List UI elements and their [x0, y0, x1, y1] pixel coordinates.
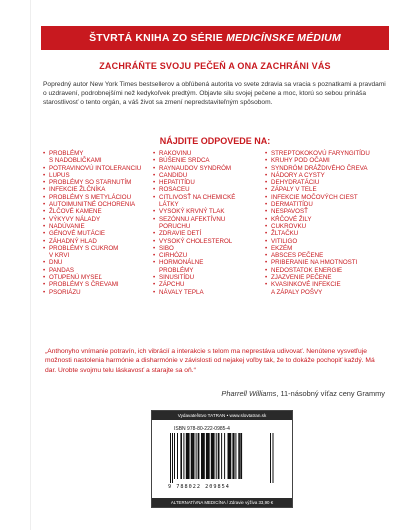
topic-label: CIRHÓZU — [159, 252, 188, 260]
topics-list — [43, 150, 389, 336]
topic-label: CANDIDU — [159, 171, 188, 179]
topic-item — [43, 281, 153, 288]
topic-label: BÚŠENIE SRDCA — [159, 157, 210, 165]
bullet: • — [153, 274, 156, 282]
intro-paragraph: Popredný autor New York Times bestsellerov a obľúbená autorita vo svete zdravia sa vracia s poznatkami a pravdami o uzdravení, podrobnejšími než kedykoľvek predtým. Objavte silu svojej pečene a moc, ktorú so sebou prináša starostlivosť o tento orgán, a váš život sa zmení nepredstaviteľným spôsobom. — [43, 81, 386, 107]
topics-column-3 — [265, 150, 389, 296]
topics-column-2 — [153, 150, 265, 296]
topic-item — [43, 216, 153, 223]
barcode-bar — [206, 433, 208, 479]
topic-item — [153, 157, 265, 164]
barcode-bar — [177, 433, 178, 479]
topic-item — [153, 216, 265, 223]
topic-label: STREPTOKOKOVÚ FARYNGITÍDU — [271, 150, 370, 157]
barcode-bar — [188, 433, 190, 479]
topic-label: SYNDRÓM DRÁŽDIVÉHO ČREVA — [271, 164, 368, 172]
topic-label: VITILIGO — [271, 237, 298, 245]
bullet: • — [265, 230, 268, 238]
bullet: • — [153, 215, 156, 223]
barcode-bar — [196, 433, 197, 479]
topic-item — [43, 238, 153, 245]
bullet: • — [153, 237, 156, 245]
topic-label: ZÁHADNÝ HLAD — [49, 237, 97, 245]
topic-item — [153, 172, 265, 179]
bullet: • — [43, 222, 46, 230]
barcode-bar — [193, 433, 195, 479]
barcode-bars — [168, 433, 276, 483]
isbn-label: ISBN 978-80-222-0985-4 — [174, 426, 230, 432]
barcode-bar — [198, 433, 200, 479]
bullet: • — [43, 164, 46, 172]
barcode-bar — [180, 433, 182, 479]
topic-item — [153, 238, 265, 245]
topic-item — [43, 194, 153, 201]
topic-item — [265, 194, 389, 201]
topic-label: ŽLČOVÉ KAMENE — [49, 208, 102, 216]
publisher-strip: Vydavateľstvo TATRAN • www.slovtatran.sk — [152, 411, 292, 420]
bullet: • — [265, 281, 268, 289]
topic-label: VÝKYVY NÁLADY — [49, 215, 101, 223]
topic-label: ZÁPCHU — [159, 281, 185, 289]
bullet: • — [265, 266, 268, 274]
bullet: • — [43, 186, 46, 194]
bullet: • — [153, 288, 156, 296]
topic-item — [43, 208, 153, 215]
bullet: • — [43, 171, 46, 179]
bullet: • — [153, 230, 156, 238]
topic-item — [153, 289, 265, 296]
topic-label: KRUHY POD OČAMI — [271, 157, 330, 165]
topic-item — [265, 208, 389, 215]
topic-label: SEZÓNNU AFEKTÍVNU — [159, 215, 226, 223]
topic-item — [153, 259, 265, 266]
topic-label: SINUSITÍDU — [159, 274, 195, 282]
bullet: • — [265, 164, 268, 172]
topic-label: KŔČOVÉ ŽILY — [271, 215, 312, 223]
topic-label: PROBLÉMY S CUKROM — [49, 244, 119, 252]
barcode-bar — [228, 433, 230, 479]
answers-heading: NÁJDITE ODPOVEDE NA: — [159, 136, 271, 146]
topic-item — [265, 216, 389, 223]
barcode-bar — [232, 433, 234, 479]
topic-item — [43, 165, 153, 172]
topic-label: LÁTKY — [159, 201, 179, 209]
bullet: • — [43, 237, 46, 245]
topic-item — [153, 186, 265, 193]
bullet: • — [43, 201, 46, 209]
series-banner-prefix: ŠTVRTÁ KNIHA ZO SÉRIE — [89, 32, 227, 44]
endorsement-quote: „Anthonyho vnímanie potravín, ich vibrácií a interakcie s telom ma neprestáva udivovať. Nenútene vysvetľuje možnosti nastolenia harmónie a disharmónie v závislosti od nejakej voľby tak, že to dokáže pochopiť každý. Má dar. Urobte svojmu telu láskavosť a starajte sa oň.“ — [45, 348, 375, 374]
bullet: • — [43, 215, 46, 223]
topic-label: ZÁPALY V TELE — [271, 186, 317, 194]
topic-item — [153, 150, 265, 157]
topic-label: EKZÉM — [271, 244, 293, 252]
topic-item — [265, 179, 389, 186]
topic-label: V KRVI — [49, 252, 70, 260]
attribution-name: Pharrell Williams — [221, 389, 277, 398]
topic-item — [153, 267, 265, 274]
topic-item — [265, 238, 389, 245]
topic-item — [265, 172, 389, 179]
topic-item — [153, 194, 265, 201]
topic-label: A ZÁPALY POŠVY — [271, 288, 323, 296]
bullet: • — [265, 171, 268, 179]
topic-label: NÁVALY TEPLA — [159, 288, 204, 296]
bullet: • — [153, 259, 156, 267]
bullet: • — [153, 193, 156, 201]
barcode-bar — [240, 433, 242, 479]
topic-label: INFEKCIE MOČOVÝCH CIEST — [271, 193, 358, 201]
topics-column-1 — [43, 150, 153, 296]
topic-label: DEHYDRATÁCIU — [271, 179, 320, 187]
topic-label: RAYNAUDOV SYNDRÓM — [159, 164, 232, 172]
topic-item — [265, 186, 389, 193]
barcode-bar — [221, 433, 222, 479]
topic-label: PROBLÉMY — [159, 266, 194, 274]
bullet: • — [265, 237, 268, 245]
topic-item — [265, 274, 389, 281]
bullet: • — [153, 171, 156, 179]
topic-label: KVASINKOVÉ INFEKCIE — [271, 281, 341, 289]
bullet: • — [43, 274, 46, 282]
topic-label: PROBLÉMY S METYLÁCIOU — [49, 193, 132, 201]
topic-item — [43, 289, 153, 296]
bullet: • — [43, 244, 46, 252]
topic-label: ROSACEU — [159, 186, 190, 194]
topic-label: DERMATITÍDU — [271, 201, 313, 209]
topic-item — [153, 223, 265, 230]
barcode-bar — [201, 433, 203, 479]
topic-label: POTRAVINOVÚ INTOLERANCIU — [49, 164, 142, 172]
topic-label: PRIBERANIE NA HMOTNOSTI — [271, 259, 358, 267]
bullet: • — [153, 244, 156, 252]
topic-label: CITLIVOSŤ NA CHEMICKÉ — [159, 193, 236, 201]
topic-label: GÉNOVÉ MUTÁCIE — [49, 230, 106, 238]
topic-item — [265, 165, 389, 172]
barcode-bar — [216, 433, 217, 479]
bullet: • — [153, 208, 156, 216]
topic-label: OTUPENÚ MYSEĽ — [49, 274, 102, 282]
topic-label: AUTOIMUNITNÉ OCHORENIA — [49, 201, 136, 209]
bullet: • — [265, 259, 268, 267]
bullet: • — [43, 193, 46, 201]
topic-item — [265, 259, 389, 266]
bullet: • — [153, 157, 156, 165]
topic-item — [265, 281, 389, 288]
barcode-bar — [235, 433, 236, 479]
barcode-bar — [170, 433, 171, 483]
barcode-bar — [224, 433, 225, 479]
topic-item — [43, 259, 153, 266]
topic-label: PANDAS — [49, 266, 74, 274]
bullet: • — [43, 208, 46, 216]
barcode-bar — [186, 433, 188, 479]
topic-label: ŽLTAČKU — [271, 230, 299, 238]
quote-attribution — [45, 389, 385, 398]
topic-item — [153, 252, 265, 259]
topic-label: NÁDORY A CYSTY — [271, 171, 325, 179]
barcode-bar — [172, 433, 173, 483]
barcode-bar — [230, 433, 232, 479]
topic-label: INFEKCIE ŽLČNÍKA — [49, 186, 106, 194]
topic-label: NEDOSTATOK ENERGIE — [271, 266, 343, 274]
topic-item — [43, 186, 153, 193]
topic-label: NESPAVOSŤ — [271, 208, 308, 216]
topic-item — [43, 223, 153, 230]
topic-label: PROBLÉMY — [49, 150, 84, 157]
bullet: • — [153, 281, 156, 289]
topic-label: LUPUS — [49, 171, 70, 179]
topic-label: HEPATITÍDU — [159, 179, 195, 187]
topic-label: HORMONÁLNE — [159, 259, 204, 267]
topic-item — [265, 245, 389, 252]
topic-label: PROBLÉMY S ČREVAMI — [49, 281, 119, 289]
series-name: MEDICÍNSKE MÉDIUM — [226, 32, 341, 44]
topic-label: PSORIÁZU — [49, 288, 81, 296]
topic-item — [265, 267, 389, 274]
bullet: • — [153, 150, 156, 157]
bullet: • — [265, 157, 268, 165]
barcode-bar — [273, 433, 274, 483]
topic-label: RAKOVINU — [159, 150, 192, 157]
bullet: • — [265, 201, 268, 209]
bullet: • — [265, 186, 268, 194]
barcode-bar — [213, 433, 215, 479]
bullet: • — [265, 244, 268, 252]
bullet: • — [265, 222, 268, 230]
back-cover — [30, 0, 397, 530]
barcode-bar — [203, 433, 205, 479]
topic-label: VYSOKÝ KRVNÝ TLAK — [159, 208, 225, 216]
attribution-title: , 11-násobný víťaz ceny Grammy — [276, 389, 385, 398]
barcode-bar — [270, 433, 271, 483]
topic-item — [265, 157, 389, 164]
barcode-bar — [208, 433, 210, 479]
bullet: • — [153, 186, 156, 194]
topic-label: S NADOBLIČKAMI — [49, 157, 102, 165]
bullet: • — [43, 230, 46, 238]
bullet: • — [265, 208, 268, 216]
topic-item — [153, 245, 265, 252]
bullet: • — [265, 179, 268, 187]
topic-item — [265, 252, 389, 259]
bullet: • — [265, 193, 268, 201]
topic-label: PORUCHU — [159, 222, 191, 230]
topic-item — [43, 252, 153, 259]
bullet: • — [265, 150, 268, 157]
topic-item — [153, 165, 265, 172]
topic-item — [153, 230, 265, 237]
barcode-bar — [238, 433, 240, 479]
bullet: • — [43, 150, 46, 157]
topic-label: PROBLÉMY SO STARNUTÍM — [49, 179, 132, 187]
topic-item — [43, 267, 153, 274]
bullet: • — [153, 164, 156, 172]
cover-subtitle: ZACHRÁŇTE SVOJU PEČEŇ A ONA ZACHRÁNI VÁS — [99, 61, 331, 71]
barcode-box — [151, 410, 293, 508]
topic-item — [43, 245, 153, 252]
bullet: • — [43, 259, 46, 267]
topic-item — [153, 201, 265, 208]
barcode-bar — [211, 433, 213, 479]
barcode-bar — [191, 433, 193, 479]
topic-label: VYSOKÝ CHOLESTEROL — [159, 237, 233, 245]
topic-label: SIBO — [159, 244, 174, 252]
topic-label: ABSCES PEČENE — [271, 252, 324, 260]
topic-item — [153, 179, 265, 186]
topic-item — [265, 289, 389, 296]
barcode-bar — [174, 433, 175, 479]
barcode-bar — [183, 433, 184, 479]
bullet: • — [265, 274, 268, 282]
bullet: • — [43, 288, 46, 296]
topic-label: ZJAZVENIE PEČENE — [271, 274, 332, 282]
topic-label: ZDRAVIE DETÍ — [159, 230, 202, 238]
topic-label: NADÚVANIE — [49, 222, 85, 230]
topic-item — [43, 172, 153, 179]
bullet: • — [153, 252, 156, 260]
series-banner — [41, 26, 389, 50]
topic-label: CUKROVKU — [271, 222, 307, 230]
topic-item — [153, 281, 265, 288]
bullet: • — [265, 215, 268, 223]
topic-item — [43, 150, 153, 157]
bullet: • — [43, 266, 46, 274]
topic-item — [153, 274, 265, 281]
topic-item — [43, 274, 153, 281]
bullet: • — [265, 252, 268, 260]
bullet: • — [43, 179, 46, 187]
topic-label: DNU — [49, 259, 63, 267]
category-price-strip: ALTERNATÍVNA MEDICÍNA / Zdravie výživa 33,90 € — [152, 498, 292, 507]
barcode-bar — [218, 433, 220, 479]
topic-item — [43, 157, 153, 164]
topic-item — [153, 208, 265, 215]
topic-item — [43, 230, 153, 237]
bullet: • — [153, 179, 156, 187]
barcode-digits: 9 788022 209854 — [168, 484, 230, 490]
bullet: • — [43, 281, 46, 289]
topic-item — [265, 230, 389, 237]
topic-item — [265, 150, 389, 157]
